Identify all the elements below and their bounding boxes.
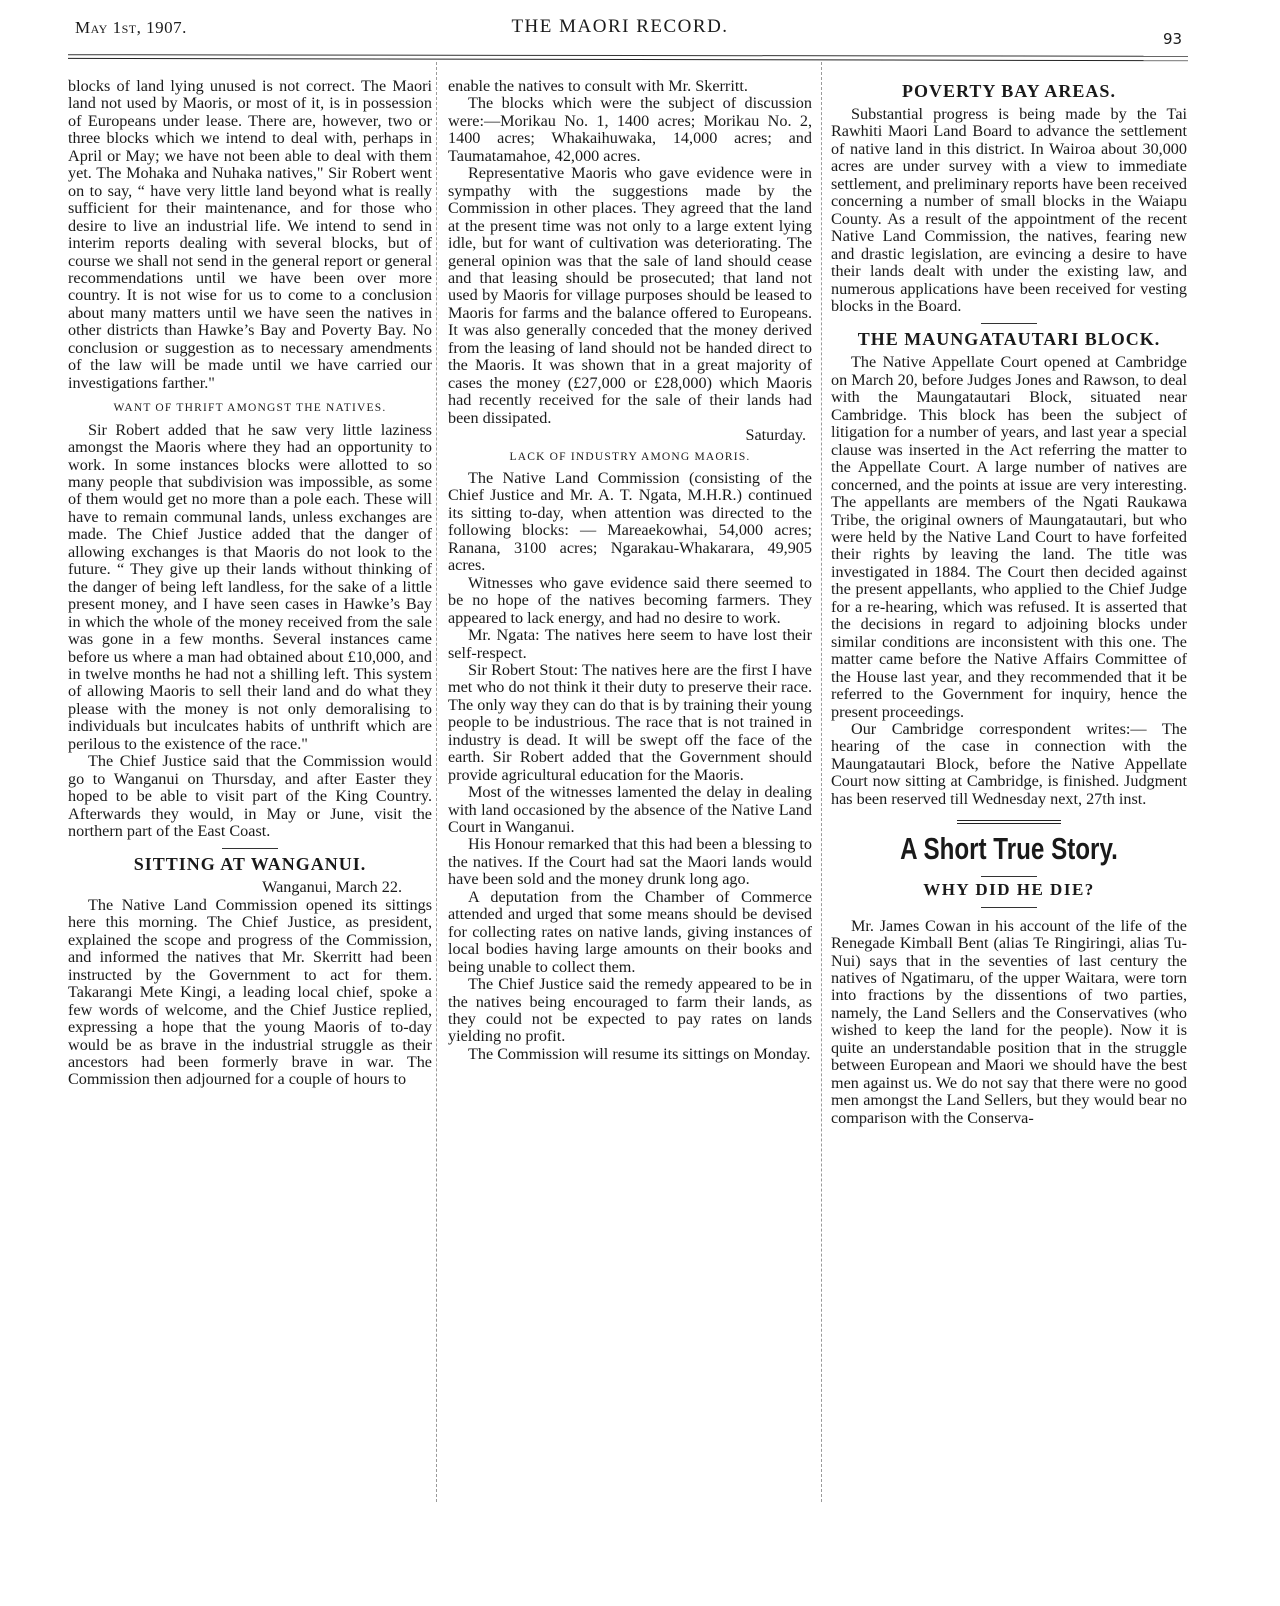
paragraph: Most of the witnesses lamented the delay in dealing with land occasioned by the absence of the Native Land Court in Wanganui. [448, 783, 812, 837]
paragraph: blocks of land lying unused is not correct. The Maori land not used by Maoris, or most of it, is in possession of Europeans under lease. There are, however, two or three blocks which we intend to deal with, perhaps in April or May; we have not been able to deal with them yet. The Mohaka and Nuhaka natives," Sir Robert went on to say, “ have very little land beyond what is really sufficient for their maintenance, and for those who desire to live an industrial life. We intend to send in interim reports dealing with several blocks, but of course we shall not send in the general report or general recommendations until we have been over more country. It is not wise for us to come to a conclusion about many matters until we have seen the natives in other districts than Hawke’s Bay and Poverty Bay. No conclusion or suggestion as to necessary amendments of the law will be made until we have carried our investigations farther." [68, 77, 432, 392]
column-3 [831, 78, 1187, 1127]
dateline: Saturday. [745, 426, 806, 445]
heading-sitting-at-wanganui: SITTING AT WANGANUI. [133, 854, 367, 875]
issue-date: May 1st, 1907. [75, 18, 187, 37]
publication-title: THE MAORI RECORD. [511, 16, 729, 37]
heading-poverty-bay-areas: POVERTY BAY AREAS. [902, 81, 1116, 101]
paragraph: enable the natives to consult with Mr. Skerritt. [448, 77, 748, 95]
heading-maungatautari-block: THE MAUNGATAUTARI BLOCK. [857, 329, 1161, 350]
column-divider-1 [436, 62, 437, 1502]
paragraph: The blocks which were the subject of discussion were:—Morikau No. 1, 1400 acres; Morikau No. 2, 1400 acres; Whakaihuwaka, 14,000 acres; and Taumatamahoe, 42,000 acres. [448, 94, 812, 165]
paragraph: Representative Maoris who gave evidence were in sympathy with the suggestions made by the Commission in other places. They agreed that the land at the present time was not only to a large extent lying idle, but for want of cultivation was deteriorating. The general opinion was that the sale of land should cease and that leasing should be prosecuted; that land not used by Maoris for village purposes should be leased to Maoris for farms and the balance offered to Europeans. It was also generally conceded that the money derived from the leasing of land should not be handed direct to the Maoris. It was shown that in a great majority of cases the money (£27,000 or £28,000) which Maoris had recently received for the sale of their lands had been dissipated. [448, 164, 812, 427]
dateline: Wanganui, March 22. [262, 878, 402, 897]
column-2 [448, 78, 812, 1063]
page-number: 93 [1163, 30, 1183, 48]
story-title: A Short True Story. [900, 831, 1118, 867]
paragraph: Witnesses who gave evidence said there seemed to be no hope of the natives becoming farmers. They appeared to lack energy, and had no desire to work. [448, 573, 812, 627]
column-divider-2 [821, 62, 822, 1502]
column-1 [68, 78, 432, 1089]
paragraph: Mr. James Cowan in his account of the life of the Renegade Kimball Bent (alias Te Ringiringi, alias Tu-Nui) says that in the seventies of last century the natives of Ngatimaru, of the upper Waitara, were torn into fractions by the dissentions of two parties, namely, the Land Sellers and the Conservatives (who wished to keep the land for the people). Now it is quite an understandable position that in the struggle between European and Maori we should have the best men against us. We do not say that there were no good men amongst the Land Sellers, but they would bear no comparison with the Conserva- [831, 916, 1187, 1127]
paragraph: Sir Robert added that he saw very little laziness amongst the Maoris where they had an opportunity to work. In some instances blocks were allotted to so many people that subdivision was impossible, as some of them would get no more than a pole each. These will have to remain communal lands, unless exchanges are made. The Chief Justice added that the danger of allowing exchanges is that Maoris do not look to the future. “ They give up their lands without thinking of the danger of being left landless, for the sake of a little present money, and I have seen cases in Hawke’s Bay in which the whole of the money received from the sale was gone in a few months. Several instances came before us where a man had obtained about £10,000, and in twelve months he had not a shilling left. This system of allowing Maoris to sell their land and do what they please with the money is not only demoralising to individuals but inculcates habits of unthrift which are perilous to the existence of the race." [68, 420, 432, 753]
story-subtitle: WHY DID HE DIE? [923, 880, 1095, 900]
subheading-want-of-thrift: WANT OF THRIFT AMONGST THE NATIVES. [113, 402, 387, 415]
paragraph: The Native Land Commission (consisting of the Chief Justice and Mr. A. T. Ngata, M.H.R.) continued its sitting to-day, when attention was directed to the following blocks: — Mareaekowhai, 54,000 acres; Ranana, 3100 acres; Ngarakau-Whakarara, 49,905 acres. [448, 468, 812, 575]
paragraph: The Chief Justice said the remedy appeared to be in the natives being encouraged to farm their lands, as they could not be expected to pay rates on lands yielding no profit. [448, 975, 812, 1046]
paragraph: His Honour remarked that this had been a blessing to the natives. If the Court had sat the Maori lands would have been sold and the money drunk long ago. [448, 835, 812, 889]
section-rule [222, 848, 278, 849]
story-double-rule [957, 820, 1061, 824]
paragraph: The Native Appellate Court opened at Cambridge on March 20, before Judges Jones and Rawson, to deal with the Maungatautari Block, situated near Cambridge. This block has been the subject of litigation for a number of years, and last year a special clause was inserted in the Act referring the matter to the Appellate Court. A large number of natives are concerned, and the points at issue are very interesting. The appellants are members of the Ngati Raukawa Tribe, the original owners of Maungatautari, but who were held by the Native Land Court to have forfeited their rights by leaving the land. The title was investigated in 1884. The Court then decided against the present appellants, who applied to the Chief Judge for a re-hearing, which was refused. It is asserted that the decisions in regard to adjoining blocks under similar conditions are inconsistent with this one. The matter came before the Native Affairs Committee of the House last year, and they recommended that it be referred to the Government for inquiry, hence the present proceedings. [831, 353, 1187, 721]
section-rule [981, 323, 1037, 324]
paragraph: Mr. Ngata: The natives here seem to have lost their self-respect. [448, 626, 812, 662]
paragraph: A deputation from the Chamber of Commerce attended and urged that some means should be devised for collecting rates on native lands, giving instances of local bodies having large amounts on their books and being unable to collect them. [448, 887, 812, 976]
section-rule [981, 876, 1037, 877]
paragraph: Substantial progress is being made by the Tai Rawhiti Maori Land Board to advance the settlement of native land in this district. In Wairoa about 30,000 acres are under survey with a view to immediate settlement, and preliminary reports have been received concerning a number of small blocks in the Waiapu County. As a result of the appointment of the recent Native Land Commission, the natives, fearing new and drastic legislation, are evincing a desire to have their lands dealt with under the existing law, and numerous applications have been received for vesting blocks in the Board. [831, 105, 1187, 315]
paragraph: Our Cambridge correspondent writes:— The hearing of the case in connection with the Maungatautari Block, before the Native Appellate Court now sitting at Cambridge, is finished. Judgment has been reserved till Wednesday next, 27th inst. [831, 719, 1187, 808]
paragraph: The Native Land Commission opened its sittings here this morning. The Chief Justice, as president, explained the scope and progress of the Commission, and informed the natives that Mr. Skerritt had been instructed by the Government to act for them. Takarangi Mete Kingi, a leading local chief, spoke a few words of welcome, and the Chief Justice replied, expressing a hope that the young Maoris of to-day would be as brave in the industrial struggle as their ancestors had been formerly brave in war. The Commission then adjourned for a couple of hours to [68, 895, 432, 1089]
section-rule [981, 907, 1037, 908]
paragraph: The Commission will resume its sittings on Monday. [468, 1044, 811, 1063]
paragraph: The Chief Justice said that the Commission would go to Wanganui on Thursday, and after Easter they hoped to be able to visit part of the King Country. Afterwards they would, in May or June, visit the northern part of the East Coast. [68, 752, 432, 841]
paragraph: Sir Robert Stout: The natives here are the first I have met who do not think it their duty to preserve their race. The only way they can do that is by training their young people to be industrious. The race that is not trained in industry is dead. It will be swept off the face of the earth. Sir Robert added that the Government should provide agricultural education for the Maoris. [448, 660, 812, 784]
subheading-lack-of-industry: LACK OF INDUSTRY AMONG MAORIS. [509, 450, 751, 463]
